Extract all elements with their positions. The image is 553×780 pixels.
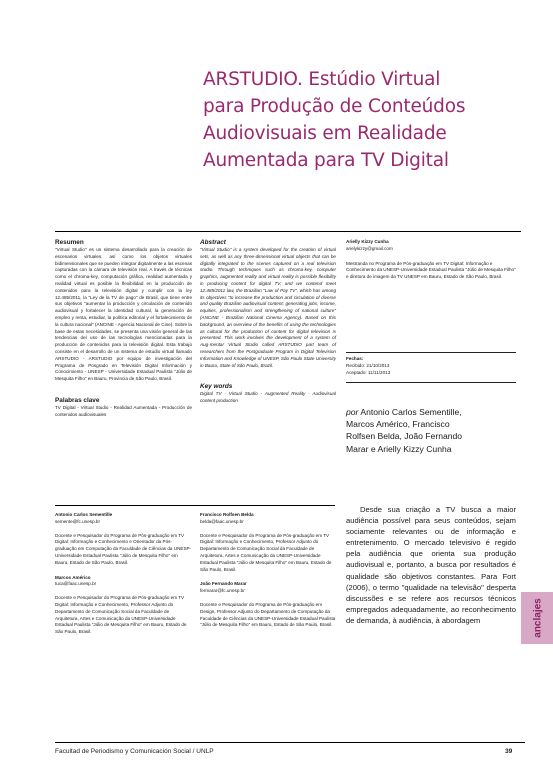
resumen-keywords-heading: Palabras clave xyxy=(55,396,100,404)
byline-author: Antonio Carlos Sementille, xyxy=(360,407,462,417)
date-received: Recibido: 21/10/2013 xyxy=(346,362,390,368)
dates-label: Fechas: xyxy=(346,356,364,361)
byline-line: Marar e Arielly Kizzy Cunha xyxy=(346,443,452,454)
right-author-block xyxy=(346,239,516,281)
middle-divider xyxy=(55,505,335,506)
author-bio: Docente e Pesquisador do Programa de Pós-graduação em TV Digital: Informação e Conhecimento e Orientador da Pós-graduação em Computação da Faculdade de Ciências da UNESP-Universidade Estadual Paulista "Júlio de Mesquita Filho" em Bauru, Estado de São Paulo, Brasil. xyxy=(55,532,192,565)
article-title xyxy=(203,66,523,174)
abstract-column xyxy=(200,239,336,405)
abstract-heading: Abstract xyxy=(200,239,226,246)
author-bio: Docente e Pesquisador do Programa de Pós-graduação em TV Digital: Informação e Conhecimento, Professor Adjunto do Departamento de Comunicação Social da Faculdade de Arquitetura, Artes e Comunicação da UNESP-Universidade Estadual Paulista "Júlio de Mesquita Filho" em Bauru, Estado de São Paulo, Brasil. xyxy=(200,532,332,572)
abstract-keywords: Digital TV - Virtual Studio - Augmented Reality - Audiovisual content production xyxy=(200,391,336,404)
title-line: Aumentada para TV Digital xyxy=(203,150,449,171)
byline xyxy=(346,406,524,455)
author-email: arielykizzy@gmail.com xyxy=(346,245,393,251)
abstract-text: "Virtual Studio" is a system developed for the creation of virtual sets, as well as any three-dimensional virtual objects that can be digitally integrated to the scenes captured on a real television studio. Through techniques such as chroma-key, computer graphics, augmented reality and virtual reality is possible flexibility in producing content for digital TV, and we contend meet 12.485/2011 law, the Brazilian "Law of Pay TV", which has among its objectives "to increase the production and circulation of diverse and quality Brazilian audiovisual content; generating jobs, income, equities, professionalism and strengthening of national culture" (ANCINE - Brazilian National Cinema Agency). Based on this background, an overview of the benefits of using the technologies as cultural for the production of content for digital television is presented. This work involves the development of a system of Aug-mentar Virtual Studio called ARSTUDIO part team of researchers from the Postgraduate Program in Digital Television Information and Knowledge of UNESP, São Paulo State University in Bauru, State of São Paulo, Brazil. xyxy=(200,247,336,368)
footer-publication: Facultad de Periodismo y Comunicación Social / UNLP xyxy=(55,748,214,755)
author-bio: Docente e Pesquisador do Programa de Pós-graduação em TV Digital: Informação e Conhecimento, Professor Adjunto do Departamento de Comunicação Social da Faculdade de Arquitetura, Artes e Comunicação da UNESP-Universidade Estadual Paulista "Júlio de Mesquita Filho" em Bauru, Estado de São Paulo, Brasil. xyxy=(55,595,187,635)
author-name: Arielly Kizzy Cunha xyxy=(346,239,389,244)
byline-line: Marcos Américo, Francisco xyxy=(346,419,450,430)
author-email: semente@fc.unesp.br xyxy=(55,518,101,524)
footer-divider xyxy=(55,742,525,743)
author-email: tuca@faac.unesp.br xyxy=(55,581,97,587)
title-line: para Produção de Conteúdos xyxy=(203,96,466,117)
byline-prefix: por xyxy=(346,407,359,417)
author-name: Antonio Carlos Sementille xyxy=(55,512,113,517)
title-line: ARSTUDIO. Estúdio Virtual xyxy=(203,69,441,90)
resumen-text: "Virtual Studio" es un sistema desarrollado para la creación de escenarios virtuales, así como los objetos virtuales bidimensionales que se pueden integrar digitalmente a las escenas capturadas con la cámara de televisión real. A través de técnicas como el chroma-key, computación gráfica, realidad aumentada y realidad virtual es posible la flexibilidad en la producción de contenidos para la televisión digital y cumplir con la ley 12.485/2011, la "Ley de la TV de pago" de Brasil, que tiene entre sus objetivos "aumentar la producción y circulación de contenido audiovisual y fortalecer la identidad cultural, la generación de empleo y renta, estudiar, la política editorial y el fortalecimiento de la cultura nacional" (ANCINE - Agencia Nacional de Cine). Sobre la base de estas necesidades, se presenta una visión general de las tendencias del uso de las tecnologías mencionadas para la producción de contenidos para la televisión digital. Esta trabajo consiste en el desarrollo de un sistema de estudio virtual llamado ARSTUDIO - ARSTUDIO por equipo de investigación del Programa de Posgrado en Televisión Digital Información y Conocimiento - UNESP - Universidade Estadual Paulista "Júlio de Mesquita Filho" en Bauru, Provincia de São Paulo, Brasil. xyxy=(55,247,192,382)
author-email: fermarar@fc.unesp.br xyxy=(200,588,245,594)
authors-middle xyxy=(200,512,336,629)
author-name: Marcos Américo xyxy=(55,574,91,580)
article-body: Desde sua criação a TV busca a maior audiência possível para seus conteúdos, sejam sociamente relevantes ou de informação e entretenimento. O mercado televisivo é regido pela audiência que orienta sua produção audiovisual e, portanto, a busca por resultados é qualidade são objetivos constantes. Para Fort (2006), o termo "qualidade na televisão" desperta discussões e se refere aos recursos técnicos empregados adequadamente, ao reconhecimento de demanda, à audiência, à abordagem xyxy=(346,505,516,625)
author-name: João Fernando Marar xyxy=(200,581,247,587)
resumen-heading: Resumen xyxy=(55,239,84,246)
dates-block xyxy=(346,352,516,383)
byline-line xyxy=(346,406,524,418)
resumen-keywords: TV Digital - Virtual Studio - Realidad Aumentada - Producción de contenidos audiovisuales xyxy=(55,404,192,417)
page-number: 39 xyxy=(505,748,513,755)
author-name: Francisco Rolfsen Belda xyxy=(200,512,254,517)
byline-line: Rolfsen Belda, João Fernando xyxy=(346,431,463,442)
abstract-keywords-heading: Key words xyxy=(200,383,233,391)
resumen-column xyxy=(55,239,192,419)
author-bio: Mestranda no Programa de Pós-graduação em TV Digital: Informação e Conhecimento da UNESP-Universidade Estadual Paulista "Júlio de Mesquita Filho" e diretora de imagem da TV UNESP em Bauru, Estado de São Paulo, Brasil. xyxy=(346,260,516,280)
top-divider xyxy=(55,231,521,232)
section-tab-label: anclajes xyxy=(532,598,544,638)
authors-left xyxy=(55,512,192,636)
author-bio: Docente e Pesquisador do Programa de Pós-graduação em Design, Professor Adjunto do Departamento de Computação da Faculdade de Ciências da UNESP-Universidade Estadual Paulista "Júlio de Mesquita Filho" em Bauru, Estado de São Paulo, Brasil. xyxy=(200,601,336,628)
title-line: Audiovisuais em Realidade xyxy=(203,123,447,144)
date-accepted: Aceptado: 11/11/2013 xyxy=(346,369,391,375)
author-email: belda@faac.unesp.br xyxy=(200,518,244,524)
